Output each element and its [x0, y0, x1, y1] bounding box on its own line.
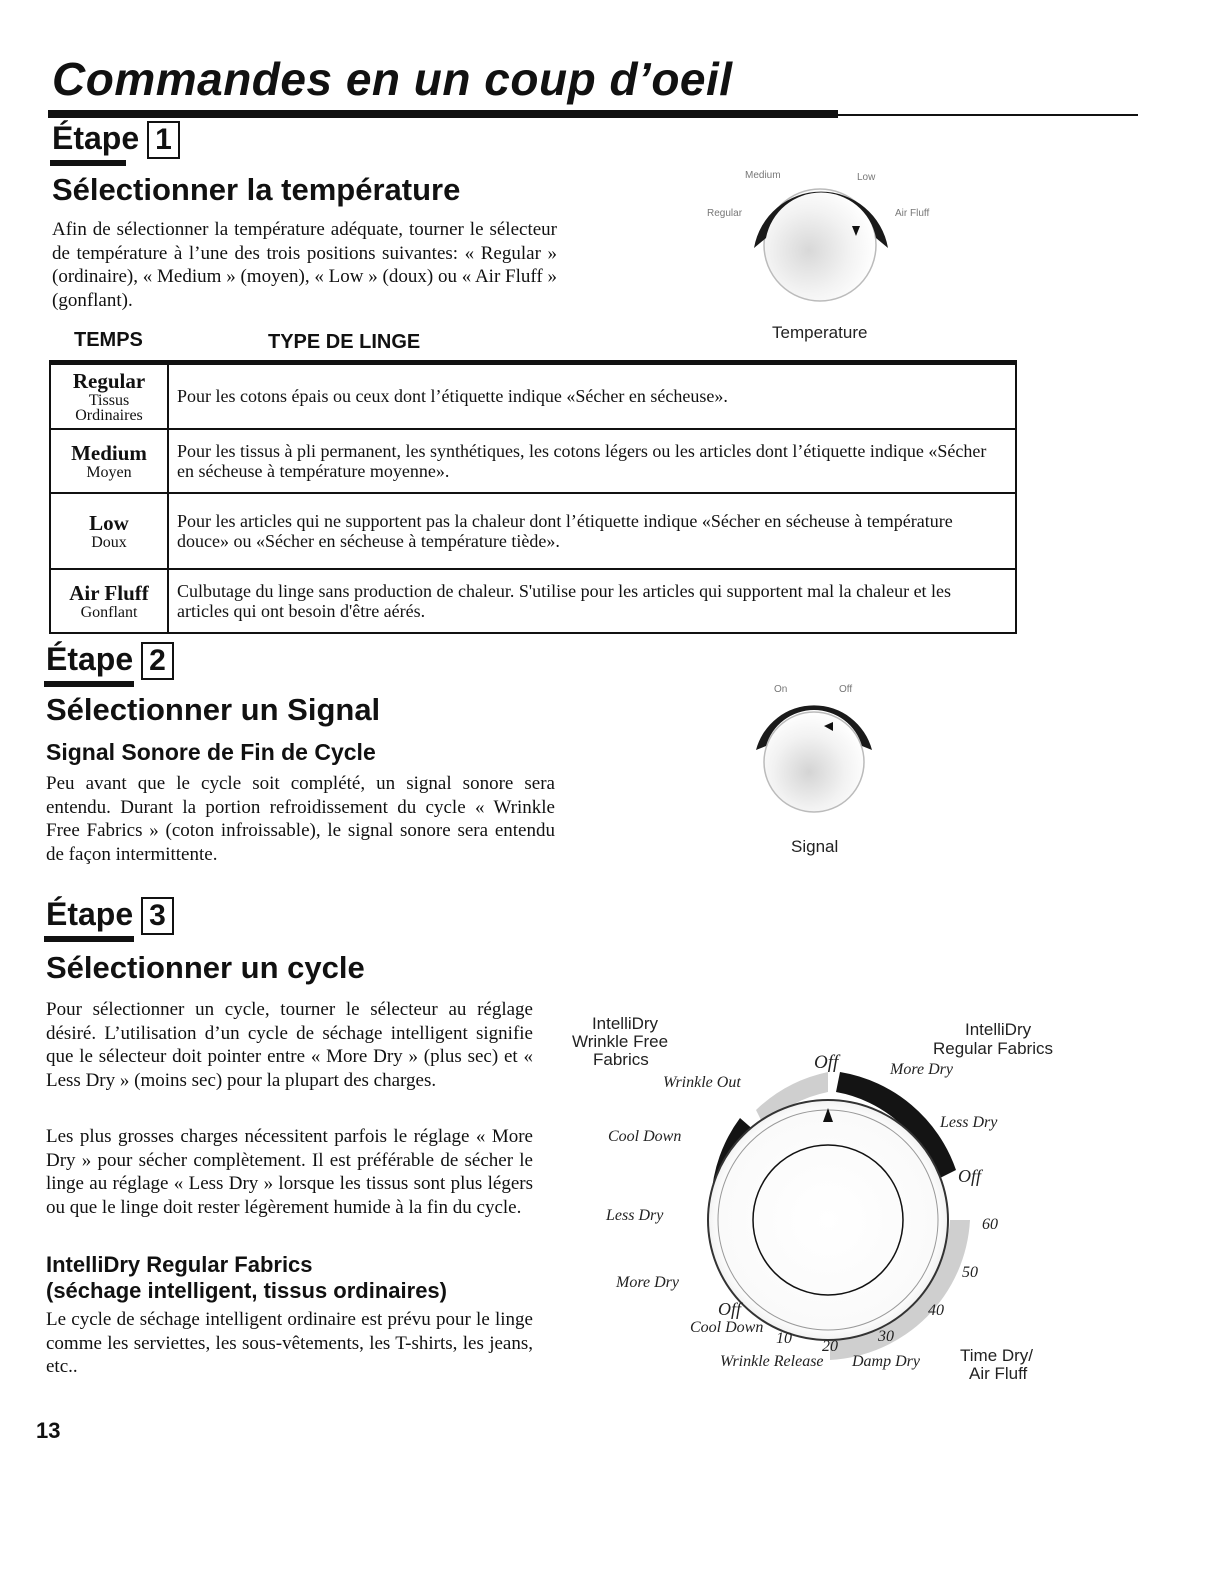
label-damp-dry: Damp Dry	[852, 1353, 920, 1370]
signal-caption: Signal	[791, 837, 839, 856]
step-3-label	[46, 896, 174, 935]
title-rule	[48, 110, 838, 118]
row-desc: Culbutage du linge sans production de chaleur. S'utilise pour les articles qui supportent mal la chaleur et les articles qui ont besoin d'être aérés.	[168, 569, 1016, 633]
label-off-right: Off	[958, 1166, 982, 1186]
row-sub: Gonflant	[80, 603, 138, 621]
step-2-paragraph: Peu avant que le cycle soit complété, un signal sonore sera entendu. Durant la portion refroidissement du cycle « Wrinkle Free Fabrics » (coton infroissable), le signal sonore sera entendu de façon intermittente.	[46, 773, 555, 865]
row-desc: Pour les cotons épais ou ceux dont l’étiquette indique «Sécher en sécheuse».	[168, 363, 1016, 429]
row-name: Regular	[72, 368, 146, 393]
label-time-dry-2: Air Fluff	[969, 1364, 1028, 1383]
step-2-heading: Sélectionner un Signal	[46, 692, 381, 727]
label-regular-2: Regular Fabrics	[933, 1039, 1053, 1058]
table-row	[50, 429, 1016, 493]
step-3-rule	[44, 936, 134, 942]
subheading-line-1: IntelliDry Regular Fabrics	[46, 1252, 313, 1277]
label-time-60: 60	[982, 1216, 998, 1233]
step-3-paragraph-1: Pour sélectionner un cycle, tourner le sélecteur au réglage désiré. L’utilisation d’un cycle de séchage intelligent signifie que le sélecteur doit pointer entre « More Dry » (plus sec) et « Less Dry » (moins sec) pour la plupart des charges.	[46, 999, 533, 1091]
temp-dial-air-fluff: Air Fluff	[895, 208, 930, 219]
step-3-word: Étape	[46, 896, 134, 932]
label-time-20: 20	[822, 1338, 838, 1355]
step-1-heading: Sélectionner la température	[52, 172, 461, 207]
row-sub: Moyen	[86, 463, 132, 481]
temp-dial-low: Low	[857, 172, 876, 183]
step-3-heading: Sélectionner un cycle	[46, 950, 365, 985]
row-label-regular	[50, 363, 168, 429]
row-sub: Tissus Ordinaires	[75, 391, 143, 424]
row-label-air-fluff	[50, 569, 168, 633]
label-less-dry-left: Less Dry	[606, 1207, 664, 1224]
page-number: 13	[36, 1418, 61, 1443]
row-sub: Doux	[91, 533, 127, 551]
signal-knob	[764, 712, 864, 812]
signal-dial-on: On	[774, 684, 788, 695]
signal-dial-off: Off	[839, 684, 853, 695]
label-regular-1: IntelliDry	[965, 1020, 1032, 1039]
label-wrinkle-release: Wrinkle Release	[720, 1353, 824, 1370]
subheading-line-2: (séchage intelligent, tissus ordinaires)	[46, 1278, 447, 1303]
table-row	[50, 569, 1016, 633]
temperature-table	[49, 360, 1017, 634]
step-2-rule	[44, 681, 134, 687]
row-desc: Pour les tissus à pli permanent, les synthétiques, les cotons légers ou les articles dont l’étiquette indique «Sécher en sécheuse à température moyenne».	[168, 429, 1016, 493]
temp-dial-regular: Regular	[707, 208, 743, 219]
row-name: Low	[89, 510, 129, 535]
row-name: Air Fluff	[69, 580, 149, 605]
step-1-number: 1	[147, 121, 180, 159]
label-time-10: 10	[776, 1330, 792, 1347]
row-desc: Pour les articles qui ne supportent pas la chaleur dont l’étiquette indique «Sécher en sécheuse à température douce» ou «Sécher en sécheuse à température tiède».	[168, 493, 1016, 569]
label-time-dry-1: Time Dry/	[960, 1346, 1034, 1365]
step-1-word: Étape	[52, 120, 140, 156]
table-row	[50, 363, 1016, 429]
label-off-top: Off	[814, 1052, 839, 1073]
label-wrinkle-free-3: Fabrics	[593, 1050, 649, 1069]
row-name: Medium	[71, 440, 147, 465]
label-cool-down-left: Cool Down	[608, 1128, 682, 1145]
step-3-number: 3	[141, 897, 174, 935]
label-time-50: 50	[962, 1264, 978, 1281]
step-1-paragraph: Afin de sélectionner la température adéquate, tourner le sélecteur de température à l’une des trois positions suivantes: « Regular » (ordinaire), « Medium » (moyen), « Low » (doux) ou « Air Fluff » (gonflant).	[52, 219, 557, 311]
step-2-number: 2	[141, 642, 174, 680]
label-more-dry-right: More Dry	[890, 1061, 953, 1078]
step-3-subheading	[46, 1252, 447, 1304]
step-3-paragraph-3: Le cycle de séchage intelligent ordinaire est prévu pour le linge comme les serviettes, les sous-vêtements, les T-shirts, les jeans, etc..	[46, 1309, 533, 1377]
step-2-label	[46, 641, 174, 680]
label-time-40: 40	[928, 1302, 944, 1319]
table-row	[50, 493, 1016, 569]
row-label-low	[50, 493, 168, 569]
label-more-dry-left: More Dry	[616, 1274, 679, 1291]
page-title: Commandes en un coup d’oeil	[52, 53, 733, 105]
column-header-time: TEMPS	[74, 329, 143, 351]
label-cool-down-bottom: Cool Down	[690, 1319, 764, 1336]
step-2-word: Étape	[46, 641, 134, 677]
step-3-paragraph-2: Les plus grosses charges nécessitent parfois le réglage « More Dry » pour sécher complètement. Il est préférable de sécher le linge au réglage « Less Dry » lorsque les tissus sont plus légers ou que le linge doit rester légèrement humide à la fin du cycle.	[46, 1126, 533, 1218]
label-off-bottom: Off	[718, 1299, 742, 1319]
step-2-subheading: Signal Sonore de Fin de Cycle	[46, 739, 376, 765]
label-wrinkle-free	[590, 1014, 660, 1033]
step-1-rule	[50, 160, 126, 166]
title-rule-thin	[838, 114, 1138, 116]
temperature-caption: Temperature	[772, 323, 868, 342]
label-less-dry-right: Less Dry	[940, 1114, 998, 1131]
signal-dial	[740, 676, 900, 826]
temperature-dial	[700, 160, 960, 320]
label-time-30: 30	[878, 1328, 894, 1345]
row-label-medium	[50, 429, 168, 493]
label-wrinkle-out: Wrinkle Out	[663, 1074, 741, 1091]
temp-dial-medium: Medium	[745, 170, 781, 181]
column-header-type: TYPE DE LINGE	[268, 331, 421, 353]
cycle-knob	[708, 1100, 948, 1340]
wrinkle-free-line-1: IntelliDry	[591, 1014, 659, 1033]
step-1-label	[52, 120, 180, 159]
label-wrinkle-free-2: Wrinkle Free	[572, 1032, 669, 1051]
